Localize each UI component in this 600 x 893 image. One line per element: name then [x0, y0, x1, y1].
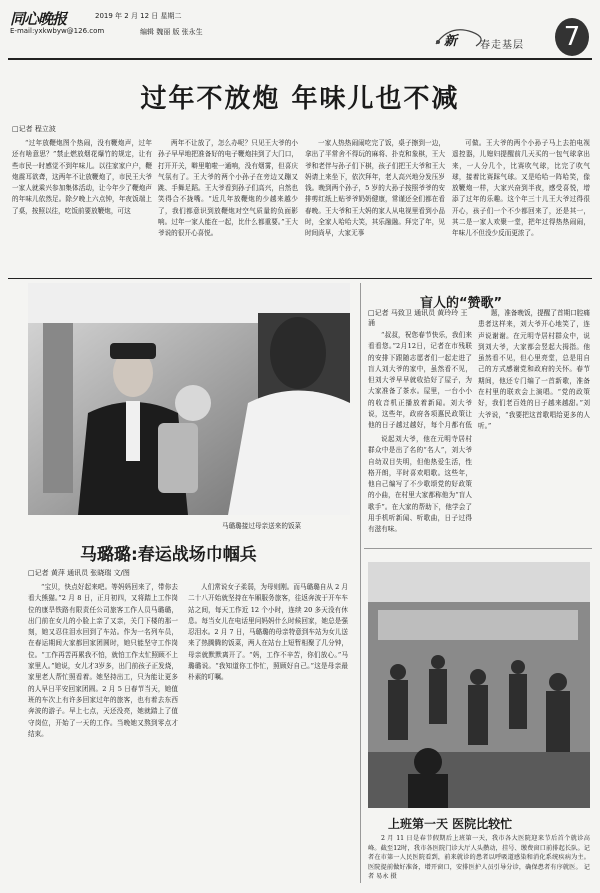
main-photo-caption: 马璐璐接过母亲送来的饭菜 — [222, 522, 302, 530]
header-rule — [8, 58, 592, 60]
article4-headline: 上班第一天 医院比较忙 — [388, 817, 513, 831]
main-col-2 — [158, 138, 298, 274]
main-col-1 — [12, 138, 152, 274]
article4-caption — [368, 834, 590, 890]
main-col-4 — [452, 138, 590, 274]
article4-caption-text: 2 月 11 日是春节假期后上班第一天，我市各大医院迎来节后首个就诊高峰。截至12时，我市各医院门诊大厅人头攒动，挂号、缴费窗口前排起长队。记者在市第一人民医院看到，前来就诊的患者以呼吸道感染和消化系统疾病为主。医院提前做好准备，增开窗口，安排医护人员引导分诊，确保患者有序就医。 记者 易永 摄 — [368, 835, 590, 880]
train-scene-image — [28, 283, 350, 515]
section-logo — [430, 22, 540, 52]
article2-col-2-text: 人们常说女子柔弱，为母则刚。而马璐璐自从 2 月二十八开始就坚持在车厢服务旅客，往返奔波于开车车站之间，每天工作近 12 个小时，连续 20 多天没有休息。每当女儿在电话里问妈妈什么时候回家，她总是强忍泪水。2 月 7 日，马璐璐的母亲特意到车站为女儿送来了热腾腾的饭菜，两人在站台上短暂相聚了几分钟，母亲就默默离开了。“妈，工作不辛苦，你们放心。”马璐璐说。“我知道你工作忙，照顾好自己。”这是母亲最朴素的叮嘱。 — [188, 583, 348, 682]
article3-col-1-text: “叔叔，祝您春节快乐，我们来看看您。”2月12日，记者在市残联的安排下跟随志愿者们一起走进了盲人刘大爷的家中，虽然看不见，但刘大爷早早就收拾好了屋子，为大家准备了茶水。屋里，一台小小的收音机正播放着新闻。刘大爷说，这些年，政府各项惠民政策让他的日子越过越好，每个月都有低 — [368, 331, 472, 430]
article3-headline: 盲人的“赞歌” — [420, 296, 503, 311]
article3-col-2 — [368, 434, 472, 544]
article2-byline: □记者 黄萍 通讯员 张晓瑞 文/图 — [28, 569, 130, 577]
hospital-photo — [368, 562, 590, 808]
article2-headline: 马璐璐:春运战场巾帼兵 — [80, 545, 257, 565]
article3-col-3 — [478, 308, 590, 544]
main-photo — [28, 283, 350, 515]
article2-col-2 — [188, 582, 348, 882]
article3-byline: □记者 马致卫 通讯员 黄玲玲 王涌 — [368, 309, 468, 327]
main-col-1-text: “过年放鞭炮图个热闹，没有鞭炮声，过年还有啥意思？”禁止燃放烟花爆竹的规定，让有些市民一时感觉不到年味儿。以往家家户户，鞭炮震耳欲聋，这两年不让放鞭炮了，市民王大爷一家人就乘兴参加集体活动，让今年少了鞭炮声的年味儿依然足。除夕晚上六点钟，年夜饭端上了桌，按照以往，吃饭前要放鞭炮，可这 — [12, 139, 152, 215]
main-col-4-text: 可做。王大爷的两个小孙子马上去拍电视遥控器，儿媳妇提醒前几天买的一包气球拿出来，一人分几个，比赛吹气球，比完了吹气球，接着比赛踩气球。又是哈哈一阵哈笑，像放鞭炮一样，大家兴奋到半夜，感受喜悦，增添了过年的乐趣。这个年三十儿王大爷过得很开心，孩子们一个不少都回来了，还是其一，其二是一家人欢聚一堂，把年过得热热闹闹，年味儿不但没少反而更浓了。 — [452, 139, 590, 238]
section-prefix: 新 — [444, 34, 458, 49]
page-number: 7 — [555, 18, 589, 56]
dateline: 2019 年 2 月 12 日 星期二 — [95, 12, 182, 20]
masthead: 同心晚报 — [10, 10, 67, 28]
article2-col-1-text: “宝贝，快点好起来吧。等妈妈回来了，带你去看大熊猫。”2 月 8 日，正月初四，又将踏上工作岗位的康旱铁路有限责任公司旅客工作人员马璐璐，出门前在女儿的小脸上亲了又亲，关门下楼的那一刻，她又忍住泪水回到了车站。作为一名列车员，在春运期间大家都回家团圆时，她只能坚守工作岗位。“工作再苦再累我不怕，就怕工作太忙照顾不上家里人。”她说，女儿才3岁多，出门前孩子正发烧，家里老人帮忙照看着。她坚持出工，只为能让更多的人早日平安回家团圆。2 月 5 日春节当天，她值班的车次上有许多回家过年的旅客，也有着去东西奔波的游子。早上七点，天还没亮，她就踏上了值守岗位，开始了一天的工作。当晚她又熬到零点才结束。 — [28, 583, 178, 738]
main-headline: 过年不放炮 年味儿也不减 — [140, 84, 460, 114]
email: E-mail:yxkwbyw@126.com — [10, 27, 105, 35]
column-divider — [360, 283, 361, 883]
article3-divider — [364, 548, 592, 549]
hospital-scene-image — [368, 562, 590, 808]
article3-col-2-text: 说起刘大爷，他在元明寺居村群众中是出了名的“名人”，刘大爷自幼双目失明，但他热爱生活，性格开朗，平时喜欢唱歌。这些年，他自己编写了不少歌颂党的好政策的小曲，在村里大家都称他为“盲人歌手”。在大家的帮助下，他学会了用手机听新闻、听歌曲，日子过得有滋有味。 — [368, 435, 472, 534]
main-byline: □记者 程立波 — [12, 125, 56, 133]
article3-col-1 — [368, 330, 472, 432]
editors: 编辑 魏丽 版 张永生 — [140, 28, 203, 36]
section-name: 春走基层 — [480, 40, 524, 51]
main-col-2-text: 两年不让放了，怎么办呢？只见王大爷的小孙子早早地把准备好的电子鞭炮挂到了大门口，打开开关，噼里啪啦一通响，没有烟雾，但喜庆气氛有了。王大爷的两个小孙子在旁边又蹦又跳、手舞足蹈。王大爷看到孙子们高兴，自然也笑得合不拢嘴。“近几年放鞭炮的少越来越少了，我们都意识到放鞭炮对空气质量的负面影响。过年一家人能在一起，比什么都重要。”王大爷说的很开心喜悦。 — [158, 139, 298, 238]
section-divider — [8, 278, 592, 279]
article3-col-3-text: 题，准备晚饭，提醒了首期口腔痛患者这样来，刘大爷开心地笑了，连声说谢谢。在元明寺居村群众中，说到刘大爷，大家都会竖起大拇指。他虽然看不见，但心里亮堂，总是用自己的方式感谢党和政府的关怀。春节期间，他还专门编了一首新歌，准备在村里的联欢会上演唱。“党的政策好，我们老百姓的日子越来越甜。”刘大爷说，“我要把这首歌唱给更多的人听。” — [478, 309, 590, 430]
main-col-3-text: 一家人热热闹闹吃完了饭，桌子擦到一边，拿出了平常舍不得玩的麻将、扑克和象棋，王大爷和老伴与孙子们下棋，孩子们把王大爷和王大妈请上来坐下，依次拜年，老人高兴地分发压岁钱。晚到两个孙子，5 岁的大孙子按照爷爷的安排剪红纸上贴爷爷奶奶健康，常谨还全们都在看春晚。王大爷和王大妈的家人从电视里看到小品时，全家人哈哈大笑，其乐融融。拜完了年，见时间尚早，大家无事 — [305, 139, 445, 238]
article2-col-1 — [28, 582, 178, 882]
main-col-3 — [305, 138, 445, 274]
